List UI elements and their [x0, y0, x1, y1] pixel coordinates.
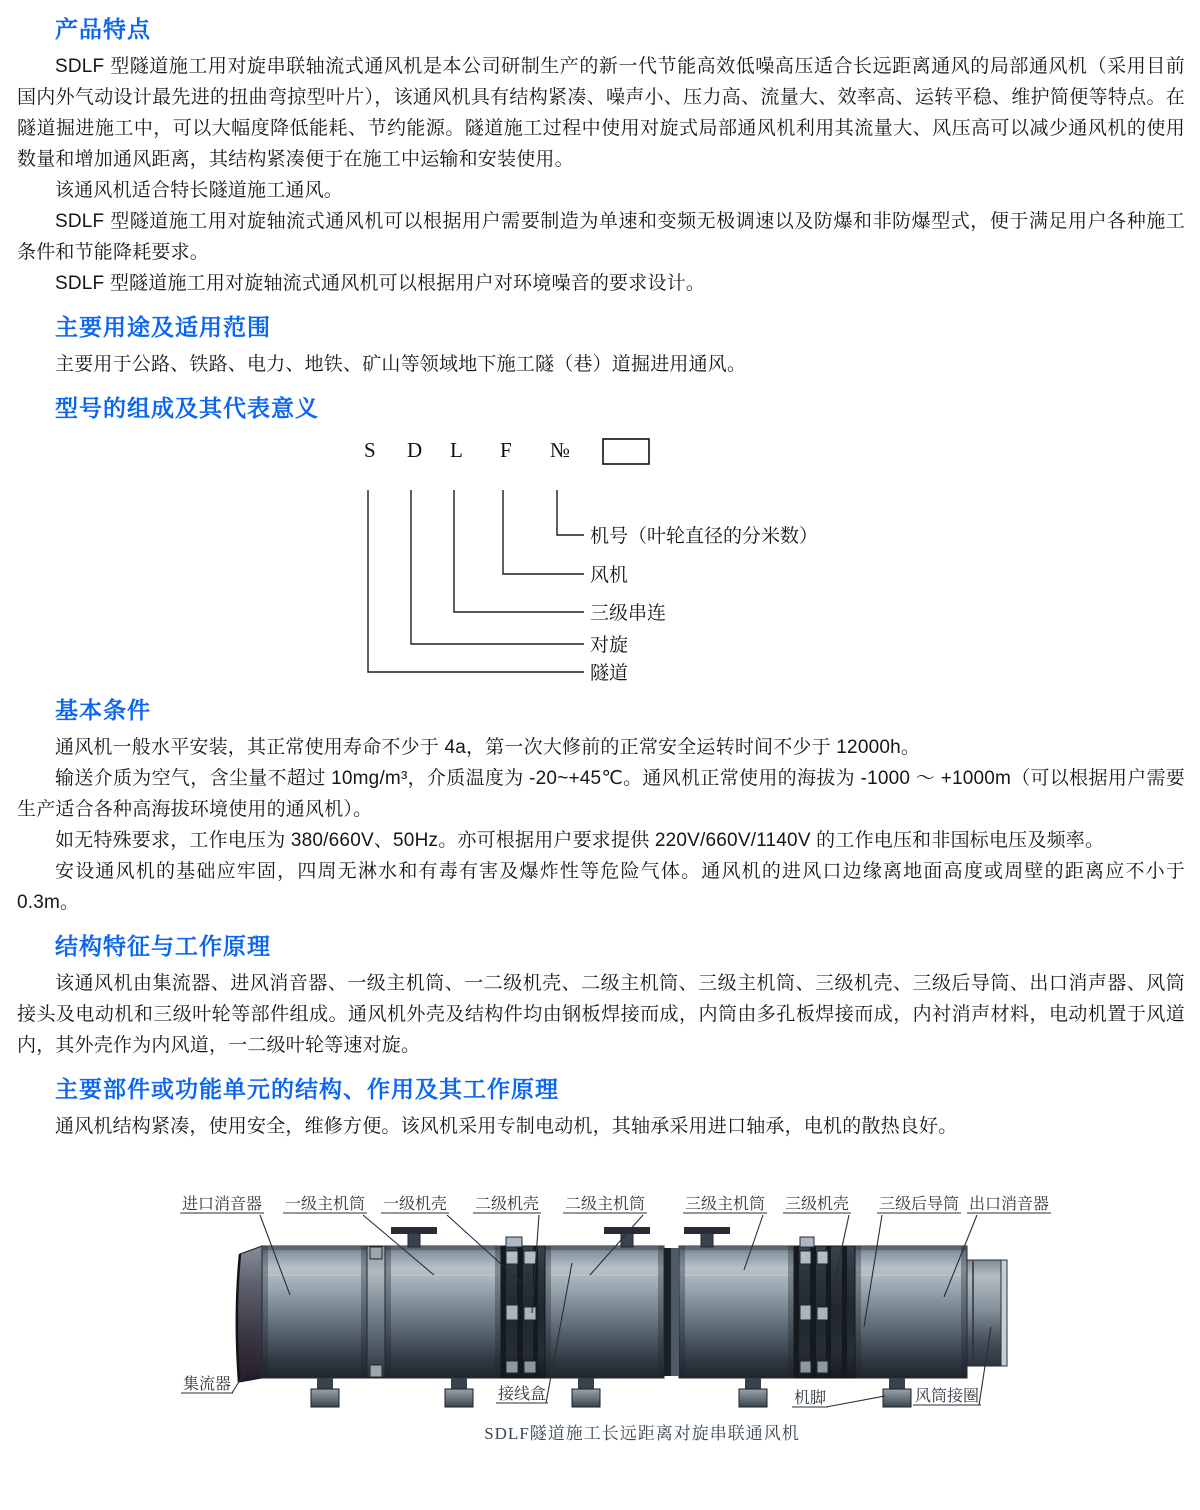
model-code-svg: [347, 430, 867, 682]
fan-top-labels: [182, 1195, 1049, 1213]
model-label-tunnel: 隧道: [590, 663, 629, 682]
fan-label-junction-box: 接线盒: [497, 1386, 547, 1403]
model-letter-l: L: [450, 438, 463, 462]
fan-body: [237, 1227, 1007, 1407]
fan-label-stage2-casing: 二级机壳: [474, 1196, 540, 1213]
model-letter-d: D: [407, 438, 423, 462]
model-letters: [364, 438, 570, 462]
flange-ring: [367, 1246, 385, 1378]
heading-structure-principle: 结构特征与工作原理: [55, 933, 271, 959]
outlet-silencer-drum: [855, 1246, 967, 1378]
paragraph: 该通风机由集流器、进风消音器、一级主机筒、一二级机壳、二级主机筒、三级主机筒、三级机壳、三级后导筒、出口消声器、风筒接头及电动机和三级叶轮等部件组成。通风机外壳及结构件均由钢板焊接而成，内筒由多孔板焊接而成，内衬消声材料，电动机置于风道内，其外壳作为内风道，一二级叶轮等速对旋。: [17, 973, 1185, 1056]
heading-basic-conditions: 基本条件: [55, 697, 151, 723]
fan-caption: SDLF隧道施工长远距离对旋串联通风机: [484, 1424, 800, 1443]
paragraph: 主要用于公路、铁路、电力、地铁、矿山等领域地下施工隧（巷）道掘进用通风。: [55, 354, 747, 375]
casing-zone-stage3: [794, 1237, 855, 1378]
model-letter-no: №: [550, 438, 571, 462]
fan-label-rear-guide-duct: 三级后导筒: [878, 1196, 960, 1213]
model-leader-lines: [368, 490, 584, 672]
heading-product-features: 产品特点: [55, 16, 151, 42]
model-letter-f: F: [500, 438, 512, 462]
model-label-fan-number: 机号（叶轮直径的分米数）: [590, 526, 819, 547]
model-code-diagram: [347, 430, 867, 682]
stage3-main-drum: [679, 1246, 794, 1378]
model-labels: [590, 525, 818, 682]
paragraph: 输送介质为空气，含尘量不超过 10mg/m³，介质温度为 -20~+45℃。通风机正常使用的海拔为 -1000 ～ +1000m（可以根据用户需要生产适合各种高海拔环境使用的通风机）。: [17, 768, 1185, 820]
inlet-silencer-drum: [262, 1246, 367, 1378]
fan-label-duct-ring: 风筒接圈: [914, 1388, 980, 1405]
paragraph: 通风机一般水平安装，其正常使用寿命不少于 4a，第一次大修前的正常安全运转时间不少于 12000h。: [55, 737, 921, 758]
paragraph: 通风机结构紧凑，使用安全，维修方便。该风机采用专制电动机，其轴承采用进口轴承，电机的散热良好。: [55, 1116, 958, 1137]
lifting-lugs: [391, 1227, 730, 1247]
fan-structure-svg: [132, 1175, 1082, 1465]
fan-label-stage3-casing: 三级机壳: [784, 1196, 850, 1213]
paragraph: 如无特殊要求，工作电压为 380/660V、50Hz。亦可根据用户要求提供 220V/660V/1140V 的工作电压和非国标电压及频率。: [55, 830, 1105, 851]
foot: [572, 1378, 600, 1407]
fan-label-stage1-drum: 一级主机筒: [284, 1196, 366, 1213]
paragraph: 安设通风机的基础应牢固，四周无淋水和有毒有害及爆炸性等危险气体。通风机的进风口边缘离地面高度或周壁的距离应不小于 0.3m。: [17, 861, 1185, 913]
stage1-main-drum: [385, 1246, 501, 1378]
mid-joint: [664, 1248, 679, 1376]
fan-label-outlet-silencer: 出口消音器: [968, 1196, 1050, 1213]
paragraph: SDLF 型隧道施工用对旋轴流式通风机可以根据用户需要制造为单速和变频无极调速以及防爆和非防爆型式，便于满足用户各种施工条件和节能降耗要求。: [17, 211, 1185, 263]
foot: [883, 1378, 911, 1407]
fan-label-stage3-drum: 三级主机筒: [684, 1196, 766, 1213]
fan-label-stage1-casing: 一级机壳: [382, 1196, 448, 1213]
model-label-counter-rotating: 对旋: [590, 635, 629, 656]
fan-label-stage2-drum: 二级主机筒: [564, 1196, 646, 1213]
model-label-fan: 风机: [590, 565, 629, 586]
heading-main-parts: 主要部件或功能单元的结构、作用及其工作原理: [55, 1076, 559, 1102]
paragraph: 该通风机适合特长隧道施工通风。: [55, 180, 344, 201]
collector-bellmouth: [237, 1246, 262, 1382]
fan-label-collector: 集流器: [182, 1376, 232, 1393]
fan-label-inlet-silencer: 进口消音器: [181, 1196, 263, 1213]
fan-structure-diagram: [132, 1175, 1082, 1465]
model-label-three-stage-series: 三级串连: [590, 603, 667, 624]
paragraph: SDLF 型隧道施工用对旋串联轴流式通风机是本公司研制生产的新一代节能高效低噪高压适合长远距离通风的局部通风机（采用目前国内外气动设计最先进的扭曲弯掠型叶片），该通风机具有结构紧凑、噪声小、压力高、流量大、效率高、运转平稳、维护简便等特点。在隧道掘进施工中，可以大幅度降低能耗、节约能源。隧道施工过程中使用对旋式局部通风机利用其流量大、风压高可以减少通风机的使用数量和增加通风距离，其结构紧凑便于在施工中运输和安装使用。: [17, 56, 1185, 170]
fan-label-machine-foot: 机脚: [793, 1390, 827, 1407]
foot: [445, 1378, 473, 1407]
model-letter-s: S: [364, 438, 376, 462]
model-number-box: [603, 439, 649, 464]
heading-main-uses: 主要用途及适用范围: [55, 314, 271, 340]
paragraph: SDLF 型隧道施工用对旋轴流式通风机可以根据用户对环境噪音的要求设计。: [55, 273, 706, 294]
casing-zone-stage12: [501, 1237, 545, 1378]
foot: [739, 1378, 767, 1407]
foot: [311, 1378, 339, 1407]
heading-model-composition: 型号的组成及其代表意义: [55, 395, 319, 421]
